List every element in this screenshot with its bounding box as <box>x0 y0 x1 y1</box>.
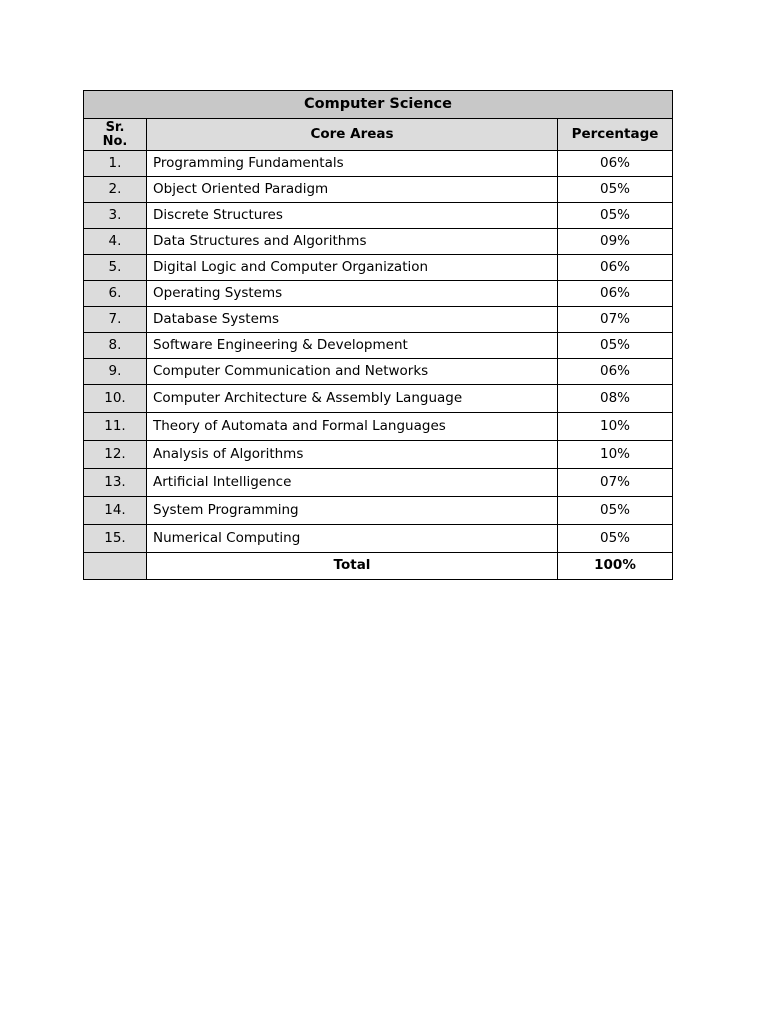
table-row <box>84 525 673 553</box>
table-row <box>84 151 673 177</box>
row-number: 9. <box>84 359 147 385</box>
table-row <box>84 307 673 333</box>
row-number: 3. <box>84 203 147 229</box>
table-body <box>84 151 673 580</box>
total-label: Total <box>147 553 558 580</box>
table-row <box>84 497 673 525</box>
row-percentage: 07% <box>558 469 673 497</box>
row-percentage: 10% <box>558 413 673 441</box>
row-core-area: Artificial Intelligence <box>147 469 558 497</box>
header-sr-no <box>84 119 147 151</box>
row-core-area: Theory of Automata and Formal Languages <box>147 413 558 441</box>
row-percentage: 06% <box>558 281 673 307</box>
table-row <box>84 203 673 229</box>
row-number: 14. <box>84 497 147 525</box>
row-core-area: Programming Fundamentals <box>147 151 558 177</box>
row-core-area: Database Systems <box>147 307 558 333</box>
row-core-area: Discrete Structures <box>147 203 558 229</box>
row-number: 13. <box>84 469 147 497</box>
row-core-area: Digital Logic and Computer Organization <box>147 255 558 281</box>
table-title: Computer Science <box>84 91 673 119</box>
row-number: 7. <box>84 307 147 333</box>
table-title-row <box>84 91 673 119</box>
row-percentage: 10% <box>558 441 673 469</box>
row-percentage: 08% <box>558 385 673 413</box>
table-row <box>84 441 673 469</box>
row-number: 11. <box>84 413 147 441</box>
table-row <box>84 469 673 497</box>
row-core-area: Data Structures and Algorithms <box>147 229 558 255</box>
row-percentage: 06% <box>558 255 673 281</box>
table-row <box>84 333 673 359</box>
row-number: 12. <box>84 441 147 469</box>
table-header-row <box>84 119 673 151</box>
core-areas-table <box>83 90 673 580</box>
table-row <box>84 177 673 203</box>
table-row <box>84 413 673 441</box>
row-number: 5. <box>84 255 147 281</box>
row-core-area: Computer Communication and Networks <box>147 359 558 385</box>
table-row <box>84 229 673 255</box>
row-percentage: 05% <box>558 525 673 553</box>
total-row <box>84 553 673 580</box>
row-core-area: Computer Architecture & Assembly Language <box>147 385 558 413</box>
table-row <box>84 385 673 413</box>
row-number: 4. <box>84 229 147 255</box>
header-sr-no-line2: No. <box>102 133 128 149</box>
header-core-areas: Core Areas <box>147 119 558 151</box>
total-blank-cell <box>84 553 147 580</box>
row-core-area: Analysis of Algorithms <box>147 441 558 469</box>
document-page <box>83 90 672 580</box>
row-percentage: 05% <box>558 177 673 203</box>
total-percentage: 100% <box>558 553 673 580</box>
row-percentage: 06% <box>558 151 673 177</box>
row-number: 10. <box>84 385 147 413</box>
row-percentage: 05% <box>558 333 673 359</box>
row-percentage: 05% <box>558 497 673 525</box>
row-percentage: 07% <box>558 307 673 333</box>
row-core-area: Operating Systems <box>147 281 558 307</box>
row-percentage: 09% <box>558 229 673 255</box>
row-percentage: 06% <box>558 359 673 385</box>
table-row <box>84 281 673 307</box>
row-core-area: Numerical Computing <box>147 525 558 553</box>
row-core-area: Object Oriented Paradigm <box>147 177 558 203</box>
header-percentage: Percentage <box>558 119 673 151</box>
row-number: 6. <box>84 281 147 307</box>
row-number: 8. <box>84 333 147 359</box>
row-percentage: 05% <box>558 203 673 229</box>
row-core-area: System Programming <box>147 497 558 525</box>
row-number: 1. <box>84 151 147 177</box>
table-row <box>84 255 673 281</box>
row-number: 2. <box>84 177 147 203</box>
row-core-area: Software Engineering & Development <box>147 333 558 359</box>
row-number: 15. <box>84 525 147 553</box>
header-sr-no-line1: Sr. <box>105 119 125 135</box>
table-row <box>84 359 673 385</box>
